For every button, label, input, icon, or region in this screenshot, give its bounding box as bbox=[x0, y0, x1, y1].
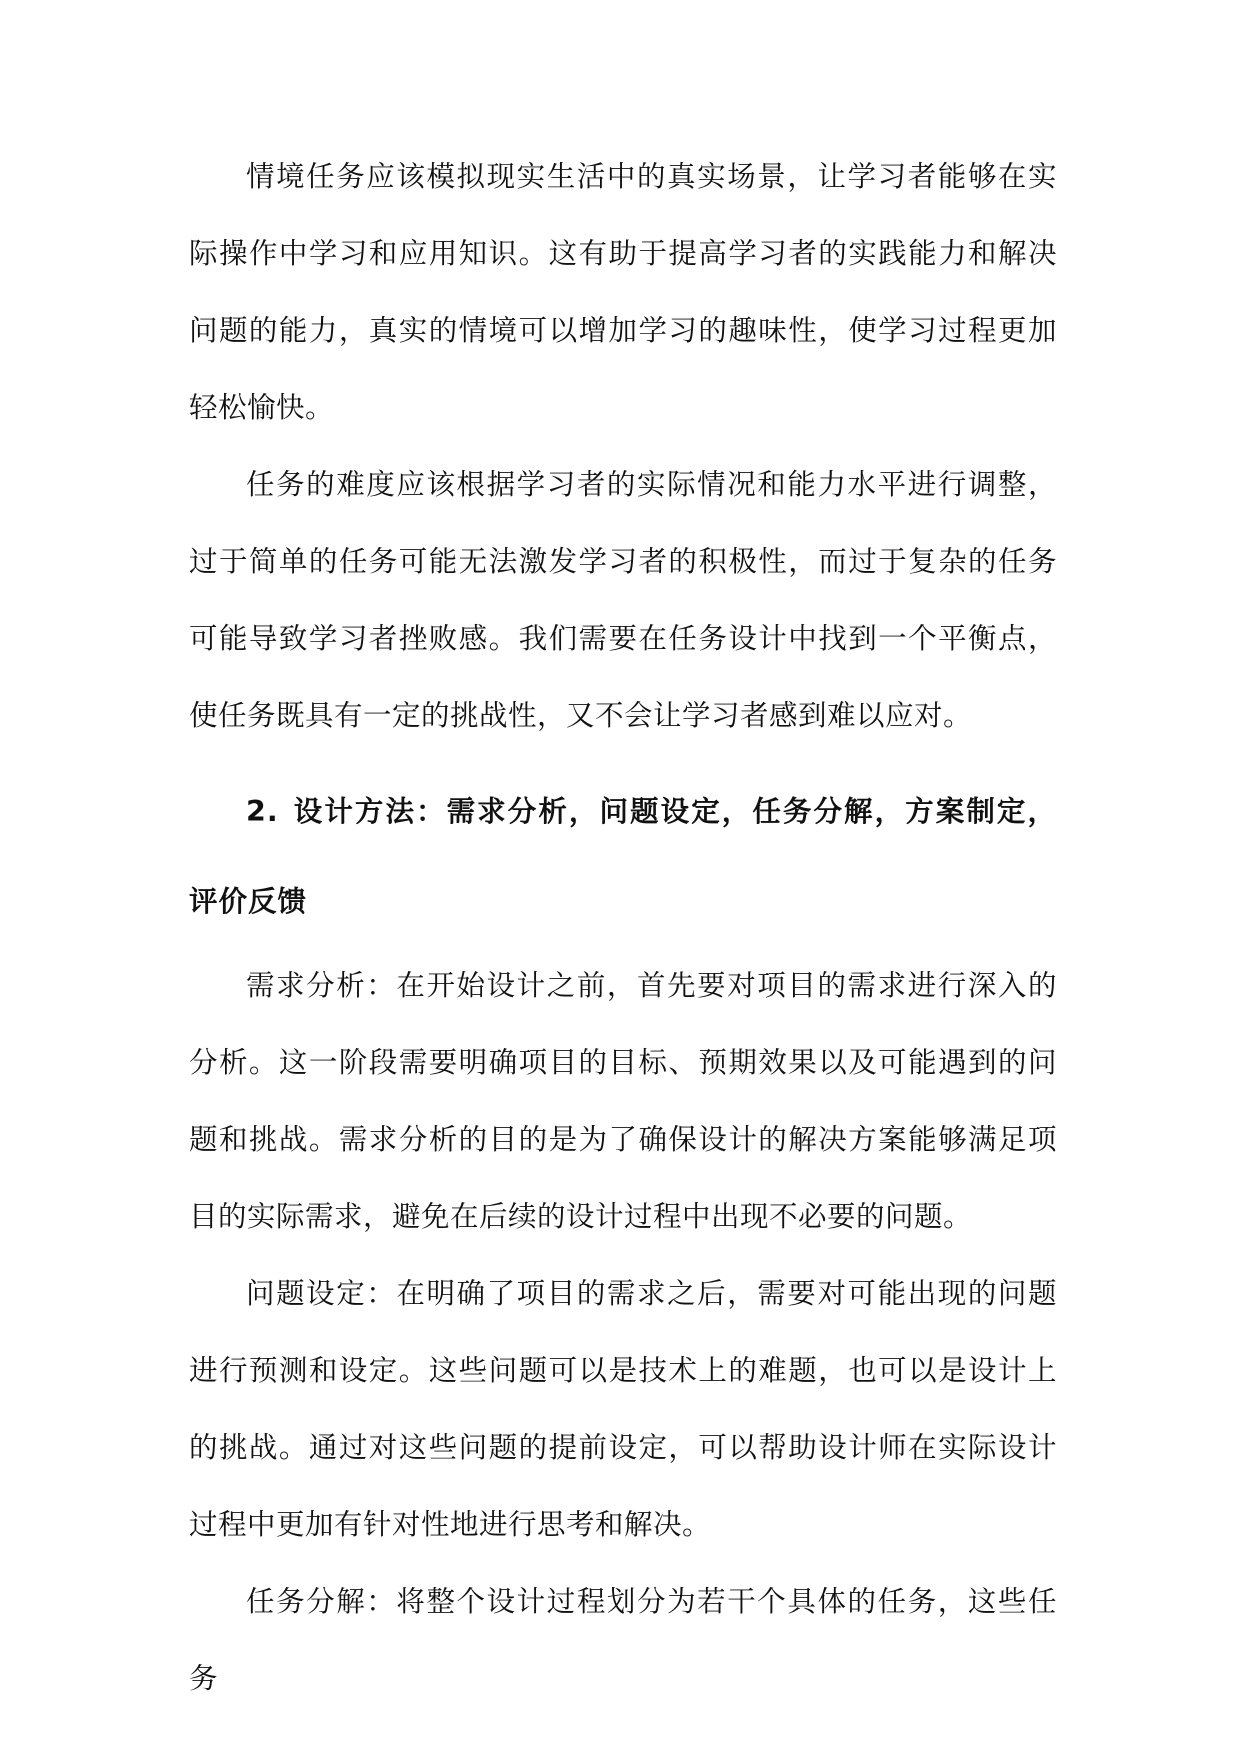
paragraph-requirements-analysis: 需求分析：在开始设计之前，首先要对项目的需求进行深入的分析。这一阶段需要明确项目的目标、预期效果以及可能遇到的问题和挑战。需求分析的目的是为了确保设计的解决方案能够满足项目的实际需求，避免在后续的设计过程中出现不必要的问题。 bbox=[189, 969, 1057, 1233]
section-heading-text: 设计方法：需求分析，问题设定，任务分解，方案制定，评价反馈 bbox=[189, 795, 1057, 918]
paragraph-problem-setting: 问题设定：在明确了项目的需求之后，需要对可能出现的问题进行预测和设定。这些问题可以是技术上的难题，也可以是设计上的挑战。通过对这些问题的提前设定，可以帮助设计师在实际设计过程中更加有针对性地进行思考和解决。 bbox=[189, 1277, 1057, 1541]
paragraph-task-decomposition: 任务分解：将整个设计过程划分为若干个具体的任务，这些任务 bbox=[189, 1585, 1057, 1695]
document-body bbox=[189, 138, 1057, 1717]
section-heading-design-methods bbox=[189, 767, 1057, 947]
section-heading-number: 2. bbox=[246, 795, 279, 828]
paragraph-task-difficulty: 任务的难度应该根据学习者的实际情况和能力水平进行调整，过于简单的任务可能无法激发学习者的积极性，而过于复杂的任务可能导致学习者挫败感。我们需要在任务设计中找到一个平衡点，使任务既具有一定的挑战性，又不会让学习者感到难以应对。 bbox=[189, 468, 1057, 732]
paragraph-situational-tasks: 情境任务应该模拟现实生活中的真实场景，让学习者能够在实际操作中学习和应用知识。这有助于提高学习者的实践能力和解决问题的能力，真实的情境可以增加学习的趣味性，使学习过程更加轻松愉快。 bbox=[189, 160, 1057, 424]
